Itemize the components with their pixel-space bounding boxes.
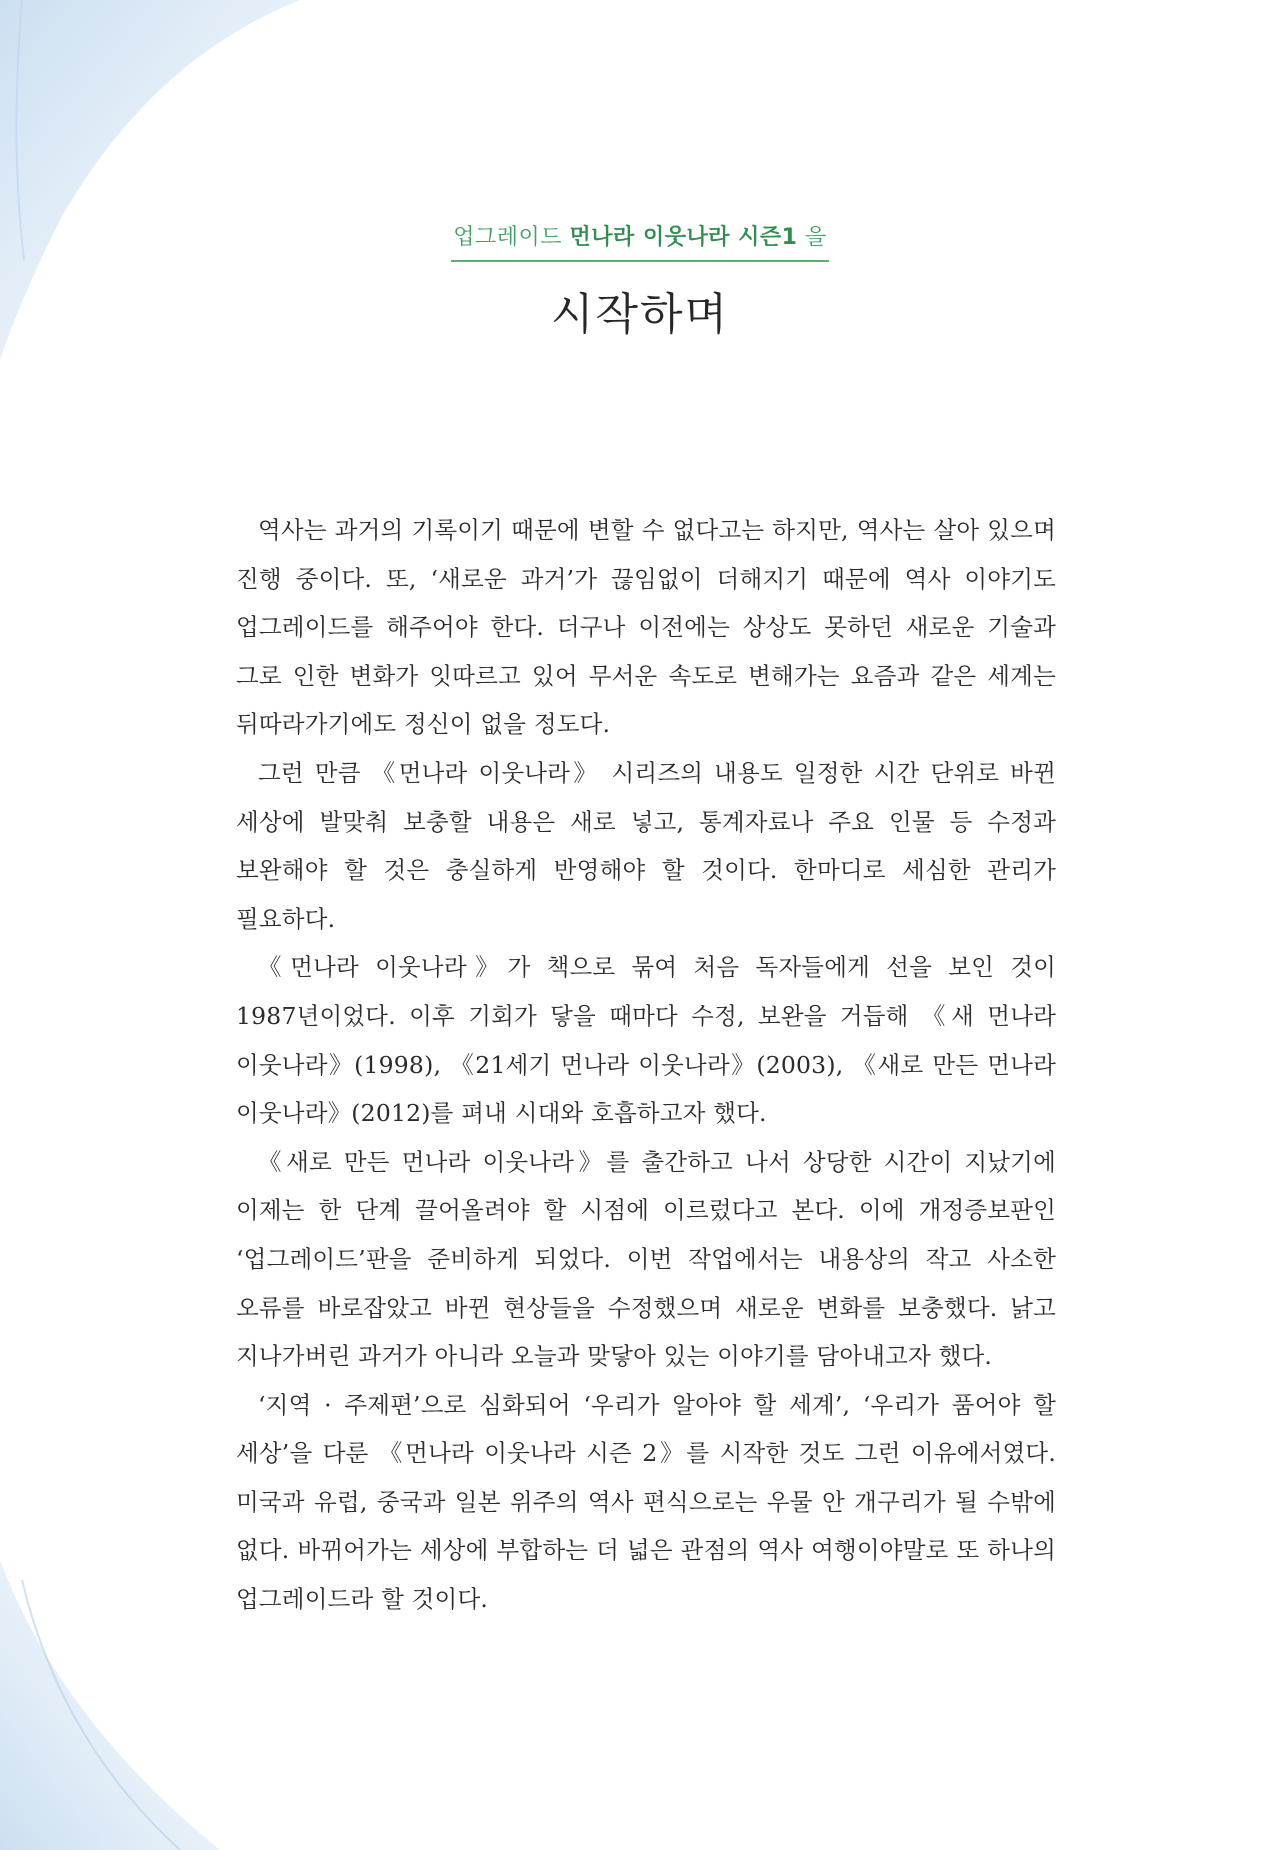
subtitle-series-name: 먼나라 이웃나라 시즌1 bbox=[569, 225, 798, 250]
body-text bbox=[236, 506, 1056, 1624]
page-title: 시작하며 bbox=[550, 289, 729, 340]
swoosh-bottom-line bbox=[22, 1580, 180, 1850]
swoosh-bottom-shape bbox=[0, 1560, 220, 1850]
subtitle-row bbox=[0, 220, 1280, 262]
series-subtitle bbox=[451, 220, 828, 262]
subtitle-suffix: 을 bbox=[804, 225, 827, 250]
paragraph: 그런 만큼 《먼나라 이웃나라》 시리즈의 내용도 일정한 시간 단위로 바뀐 세상에 발맞춰 보충할 내용은 새로 넣고, 통계자료나 주요 인물 등 수정과 보완해야 할 것은 충실하게 반영해야 할 것이다. 한마디로 세심한 관리가 필요하다. bbox=[236, 758, 1056, 933]
paragraph: 《새로 만든 먼나라 이웃나라》를 출간하고 나서 상당한 시간이 지났기에 이제는 한 단계 끌어올려야 할 시점에 이르렀다고 본다. 이에 개정증보판인 ‘업그레이드’판을 준비하게 되었다. 이번 작업에서는 내용상의 작고 사소한 오류를 바로잡았고 바뀐 현상들을 수정했으며 새로운 변화를 보충했다. 낡고 지나가버린 과거가 아니라 오늘과 맞닿아 있는 이야기를 담아내고자 했다. bbox=[236, 1147, 1056, 1371]
paragraph: ‘지역 · 주제편’으로 심화되어 ‘우리가 알아야 할 세계’, ‘우리가 품어야 할 세상’을 다룬 《먼나라 이웃나라 시즌 2》를 시작한 것도 그런 이유에서였다. 미국과 유럽, 중국과 일본 위주의 역사 편식으로는 우물 안 개구리가 될 수밖에 없다. 바뀌어가는 세상에 부합하는 더 넓은 관점의 역사 여행이야말로 또 하나의 업그레이드라 할 것이다. bbox=[236, 1390, 1056, 1614]
paragraph: 《먼나라 이웃나라》가 책으로 묶여 처음 독자들에게 선을 보인 것이 1987년이었다. 이후 기회가 닿을 때마다 수정, 보완을 거듭해 《새 먼나라 이웃나라》(1998), 《21세기 먼나라 이웃나라》(2003), 《새로 만든 먼나라 이웃나라》(2012)를 펴내 시대와 호흡하고자 했다. bbox=[236, 953, 1056, 1128]
subtitle-prefix: 업그레이드 bbox=[453, 225, 563, 250]
paragraph: 역사는 과거의 기록이기 때문에 변할 수 없다고는 하지만, 역사는 살아 있으며 진행 중이다. 또, ‘새로운 과거’가 끊임없이 더해지기 때문에 역사 이야기도 업그레이드를 해주어야 한다. 더구나 이전에는 상상도 못하던 새로운 기술과 그로 인한 변화가 잇따르고 있어 무서운 속도로 변해가는 요즘과 같은 세계는 뒤따라가기에도 정신이 없을 정도다. bbox=[236, 516, 1056, 739]
